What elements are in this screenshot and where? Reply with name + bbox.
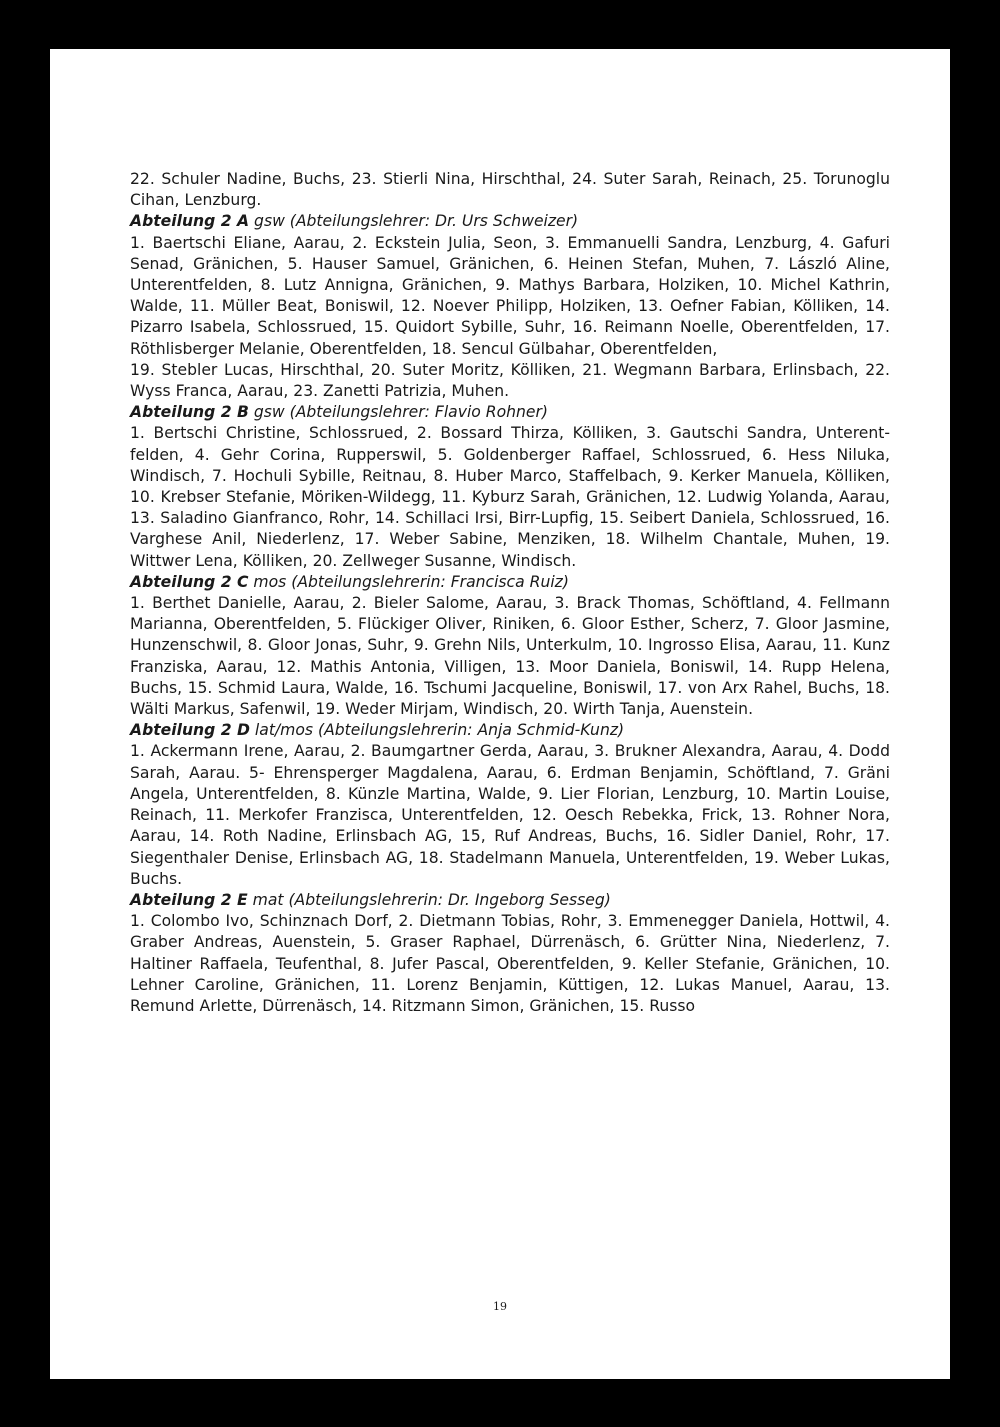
section-label: Abteilung 2 A bbox=[130, 212, 250, 231]
section-teacher: mos (Abteilungslehrerin: Francisca Ruiz) bbox=[248, 572, 569, 591]
student-list-paragraph: 19. Stebler Lucas, Hirschthal, 20. Suter Moritz, Kölliken, 21. Wegmann Barbara, Erlinsbach, 22. Wyss Franca, Aarau, 23. Zanetti Patrizia, Muhen. bbox=[130, 360, 890, 401]
student-list-paragraph: 1. Ackermann Irene, Aarau, 2. Baumgartner Gerda, Aarau, 3. Brukner Alexandra, Aarau, 4. Dodd Sarah, Aarau. 5- Ehrensperger Magdalena, Aarau, 6. Erdman Benjamin, Schöftland, 7. Gräni Angela, Unterentfelden, 8. Künzle Martina, Walde, 9. Lier Florian, Lenzburg, 10. Martin Louise, Reinach, 11. Merkofer Franzisca, Unterentfelden, 12. Oesch Rebekka, Frick, 13. Rohner Nora, Aarau, 14. Roth Nadine, Erlinsbach AG, 15, Ruf Andreas, Buchs, 16. Sidler Daniel, Rohr, 17. Siegenthaler Denise, Erlinsbach AG, 18. Stadelmann Manuela, Unterentfelden, 19. Weber Lukas, Buchs. bbox=[130, 742, 890, 888]
document-body bbox=[130, 169, 890, 1017]
student-list-paragraph: 1. Bertschi Christine, Schlossrued, 2. Bossard Thirza, Kölliken, 3. Gautschi Sandra, Unterentfelden, 4. Gehr Corina, Rupperswil, 5. Goldenberger Raffael, Schlossrued, 6. Hess Niluka, Windisch, 7. Hochuli Sybille, Reitnau, 8. Huber Marco, Staffelbach, 9. Kerker Manuela, Kölliken, 10. Krebser Stefanie, Möriken-Wildegg, 11. Kyburz Sarah, Gränichen, 12. Ludwig Yolanda, Aarau, 13. Saladino Gianfranco, Rohr, 14. Schillaci Irsi, Birr-Lupfig, 15. Seibert Daniela, Schlossrued, 16. Varghese Anil, Niederlenz, 17. Weber Sabine, Menziken, 18. Wilhelm Chantale, Muhen, 19. Wittwer Lena, Kölliken, 20. Zellweger Susanne, Windisch. bbox=[130, 424, 890, 570]
section-heading-2d bbox=[130, 720, 890, 741]
section-teacher: gsw (Abteilungslehrer: Dr. Urs Schweizer) bbox=[249, 212, 579, 231]
section-heading-2b bbox=[130, 402, 890, 423]
section-label: Abteilung 2 E bbox=[130, 890, 248, 909]
section-label: Abteilung 2 D bbox=[130, 721, 250, 740]
section-teacher: mat (Abteilungslehrerin: Dr. Ingeborg Sesseg) bbox=[247, 890, 611, 909]
student-list-paragraph: 1. Colombo Ivo, Schinznach Dorf, 2. Dietmann Tobias, Rohr, 3. Emmenegger Daniela, Hottwil, 4. Graber Andreas, Auenstein, 5. Graser Raphael, Dürrenäsch, 6. Grütter Nina, Niederlenz, 7. Haltiner Raffaela, Teufenthal, 8. Jufer Pascal, Oberentfelden, 9. Keller Stefanie, Gränichen, 10. Lehner Caroline, Gränichen, 11. Lorenz Benjamin, Küttigen, 12. Lukas Manuel, Aarau, 13. Remund Arlette, Dürrenäsch, 14. Ritzmann Simon, Gränichen, 15. Russo bbox=[130, 912, 890, 1015]
section-teacher: gsw (Abteilungslehrer: Flavio Rohner) bbox=[248, 403, 549, 422]
document-page bbox=[50, 49, 950, 1379]
section-heading-2a bbox=[130, 211, 890, 232]
section-teacher: lat/mos (Abteilungslehrerin: Anja Schmid-Kunz) bbox=[249, 721, 625, 740]
section-heading-2e bbox=[130, 890, 890, 911]
intro-paragraph: 22. Schuler Nadine, Buchs, 23. Stierli Nina, Hirschthal, 24. Suter Sarah, Reinach, 25. Torunoglu Cihan, Lenzburg. bbox=[130, 170, 890, 210]
student-list-paragraph: 1. Berthet Danielle, Aarau, 2. Bieler Salome, Aarau, 3. Brack Thomas, Schöftland, 4. Fellmann Marianna, Oberentfelden, 5. Flückiger Oliver, Riniken, 6. Gloor Esther, Scherz, 7. Gloor Jasmine, Hunzenschwil, 8. Gloor Jonas, Suhr, 9. Grehn Nils, Unterkulm, 10. Ingrosso Elisa, Aarau, 11. Kunz Franziska, Aarau, 12. Mathis Antonia, Villigen, 13. Moor Daniela, Boniswil, 14. Rupp Helena, Buchs, 15. Schmid Laura, Walde, 16. Tschumi Jacqueline, Boniswil, 17. von Arx Rahel, Buchs, 18. Wälti Markus, Safenwil, 19. Weder Mirjam, Windisch, 20. Wirth Tanja, Auenstein. bbox=[130, 594, 890, 719]
section-label: Abteilung 2 C bbox=[130, 572, 249, 591]
page-number: 19 bbox=[493, 1300, 507, 1313]
student-list-paragraph: 1. Baertschi Eliane, Aarau, 2. Eckstein Julia, Seon, 3. Emmanuelli Sandra, Lenzburg, 4. Gafuri Senad, Gränichen, 5. Hauser Samuel, Gränichen, 6. Heinen Stefan, Muhen, 7. László Aline, Unterentfelden, 8. Lutz Annigna, Gränichen, 9. Mathys Barbara, Holziken, 10. Michel Kathrin, Walde, 11. Müller Beat, Boniswil, 12. Noever Philipp, Holziken, 13. Oefner Fabian, Kölliken, 14. Pizarro Isabela, Schlossrued, 15. Quidort Sybille, Suhr, 16. Reimann Noelle, Oberentfelden, 17. Röthlisberger Melanie, Oberentfelden, 18. Sencul Gülbahar, Oberentfelden, bbox=[130, 233, 890, 358]
section-label: Abteilung 2 B bbox=[130, 403, 249, 422]
section-heading-2c bbox=[130, 572, 890, 593]
